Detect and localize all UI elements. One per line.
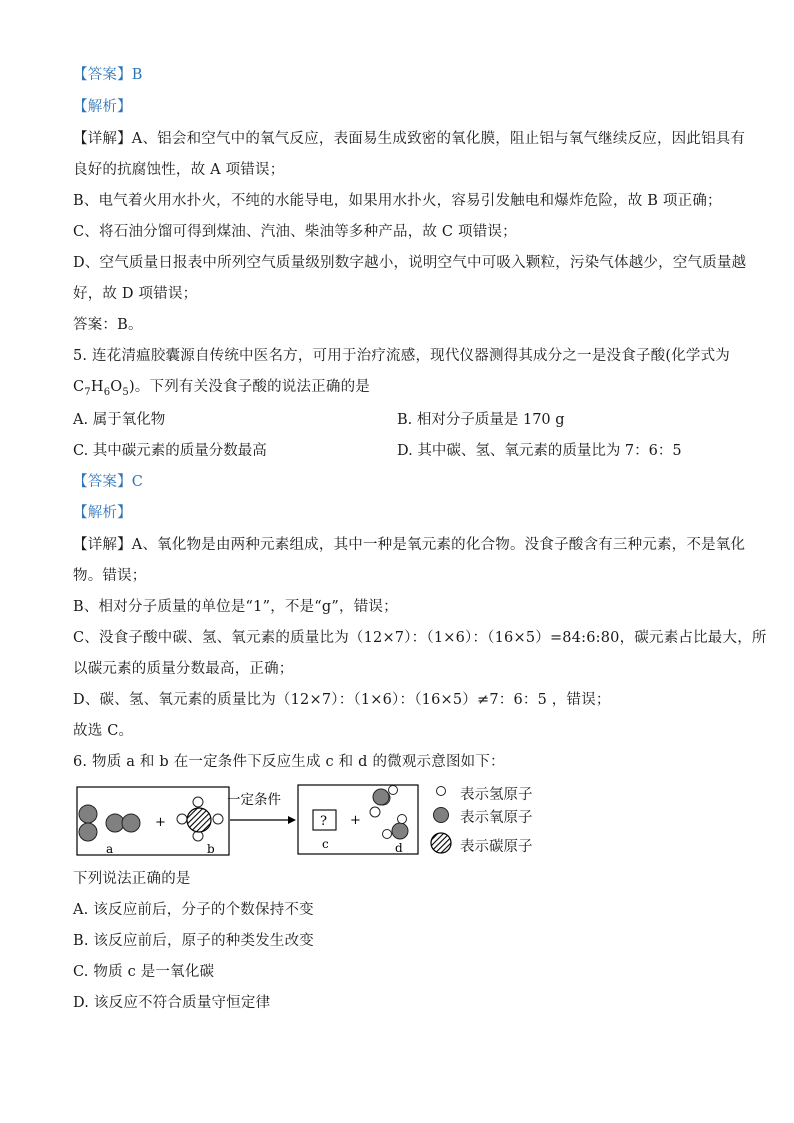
oxygen-atom [373, 789, 389, 805]
hydrogen-atom [398, 815, 407, 824]
hydrogen-atom [193, 797, 203, 807]
question-mark: ? [320, 814, 327, 829]
plus-sign: + [350, 813, 361, 828]
plus-sign: + [155, 815, 166, 830]
legend-carbon-icon [431, 833, 451, 853]
option-b: B. 该反应前后，原子的种类发生改变 [73, 933, 314, 949]
legend-oxygen-label: 表示氧原子 [460, 810, 533, 826]
detail-line: B、相对分子质量的单位是“1”，不是“g”，错误； [73, 599, 398, 615]
question-stem-cont: $C_7H_6O_5$)。下列有关没食子酸的说法正确的是 [73, 379, 370, 398]
label-a: a [106, 842, 114, 856]
hydrogen-atom [389, 786, 398, 795]
answer-label: 【答案】B [73, 67, 143, 83]
label-c: c [322, 837, 329, 851]
option-a: A. 该反应前后，分子的个数保持不变 [73, 902, 314, 918]
option-a: A. 属于氧化物 [73, 412, 166, 428]
detail-line: 以碳元素的质量分数最高，正确； [73, 661, 294, 677]
oxygen-atom [79, 823, 97, 841]
analysis-label: 【解析】 [73, 99, 132, 115]
legend-hydrogen-icon [437, 787, 446, 796]
option-c: C. 其中碳元素的质量分数最高 [73, 443, 267, 459]
oxygen-atom [106, 814, 124, 832]
carbon-atom [187, 808, 211, 832]
answer-label: 【答案】C [73, 474, 144, 490]
detail-line: D、碳、氢、氧元素的质量比为（12×7）：（1×6）：（16×5）≠7：6：5 ，错误； [73, 692, 611, 708]
analysis-label: 【解析】 [73, 505, 132, 521]
label-b: b [207, 842, 215, 856]
option-d: D. 该反应不符合质量守恒定律 [73, 995, 271, 1011]
detail-line: 好，故 D 项错误； [73, 286, 198, 302]
oxygen-atom [392, 823, 408, 839]
option-d: D. 其中碳、氢、氧元素的质量比为 7：6：5 [397, 443, 682, 459]
detail-line: 良好的抗腐蚀性，故 A 项错误； [73, 162, 285, 178]
hydrogen-atom [370, 807, 380, 817]
question-prompt: 下列说法正确的是 [73, 871, 191, 887]
hydrogen-atom [177, 814, 187, 824]
final-answer: 答案：B。 [73, 317, 143, 333]
question-stem: 6. 物质 a 和 b 在一定条件下反应生成 c 和 d 的微观示意图如下： [73, 754, 505, 770]
reaction-condition: 一定条件 [227, 792, 281, 808]
hydrogen-atom [383, 830, 392, 839]
oxygen-atom [79, 805, 97, 823]
detail-line: 【详解】A、铝会和空气中的氧气反应，表面易生成致密的氧化膜，阻止铝与氧气继续反应，因此铝具有 [73, 131, 746, 147]
legend-oxygen-icon [434, 808, 449, 823]
detail-line: 【详解】A、氧化物是由两种元素组成，其中一种是氧元素的化合物。没食子酸含有三种元素，不是氧化 [73, 537, 746, 553]
detail-line: C、没食子酸中碳、氢、氧元素的质量比为（12×7）：（1×6）：（16×5）=84:6:80，碳元素占比最大，所 [73, 630, 767, 646]
label-d: d [395, 841, 403, 855]
detail-line: B、电气着火用水扑火，不纯的水能导电，如果用水扑火，容易引发触电和爆炸危险，故 B 项正确； [73, 193, 722, 209]
arrow-head-icon [288, 816, 296, 824]
detail-line: 物。错误； [73, 568, 147, 584]
detail-line: D、空气质量日报表中所列空气质量级别数字越小，说明空气中可吸入颗粒，污染气体越少，空气质量越 [73, 255, 747, 271]
legend-hydrogen-label: 表示氢原子 [460, 787, 533, 803]
detail-line: 故选 C。 [73, 723, 134, 739]
option-c: C. 物质 c 是一氧化碳 [73, 964, 215, 980]
question-stem: 5. 连花清瘟胶囊源自传统中医名方，可用于治疗流感，现代仪器测得其成分之一是没食子酸(化学式为 [73, 348, 730, 364]
oxygen-atom [122, 814, 140, 832]
legend-carbon-label: 表示碳原子 [460, 839, 533, 855]
detail-line: C、将石油分馏可得到煤油、汽油、柴油等多种产品，故 C 项错误； [73, 224, 517, 240]
option-b: B. 相对分子质量是 170 g [397, 412, 565, 428]
hydrogen-atom [213, 814, 223, 824]
